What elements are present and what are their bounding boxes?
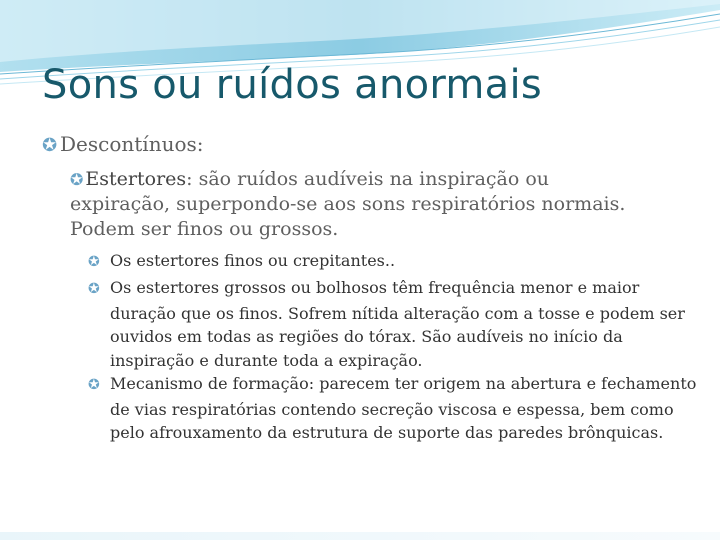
bullet-icon: ✪: [42, 135, 58, 156]
bullet-text: : são ruídos audíveis na inspiração ou expiração, superpondo-se aos sons respiratórios normais. Podem ser finos ou grossos.: [70, 168, 626, 240]
bullet-icon: ✪: [70, 170, 84, 189]
bullet-icon: ✪: [88, 281, 100, 297]
slide-title: Sons ou ruídos anormais: [42, 62, 543, 108]
bullet-descontinuos: [42, 132, 204, 156]
sub-bullet-mecanismo: [88, 372, 702, 445]
bullet-text: Os estertores grossos ou bolhosos têm frequência menor e maior duração que os finos. Sofrem nítida alteração com a tosse e podem ser ouvidos em todas as regiões do tórax. São audíveis no início da inspiração e durante toda a expiração.: [110, 278, 685, 370]
bullet-estertores: [70, 167, 630, 242]
sub-bullet-grossos: [88, 276, 702, 372]
bullet-icon: ✪: [88, 377, 100, 393]
decorative-footer-strip: [0, 532, 720, 540]
bullet-text: Mecanismo de formação: parecem ter origem na abertura e fechamento de vias respiratórias contendo secreção viscosa e espessa, bem como pelo afrouxamento da estrutura de suporte das paredes brônquicas.: [110, 374, 697, 442]
bullet-text: Descontínuos:: [60, 132, 204, 156]
term-estertores: Estertores: [85, 168, 187, 190]
sub-bullet-finos: [88, 249, 702, 275]
bullet-icon: ✪: [88, 254, 100, 270]
bullet-text: Os estertores finos ou crepitantes..: [110, 251, 396, 270]
